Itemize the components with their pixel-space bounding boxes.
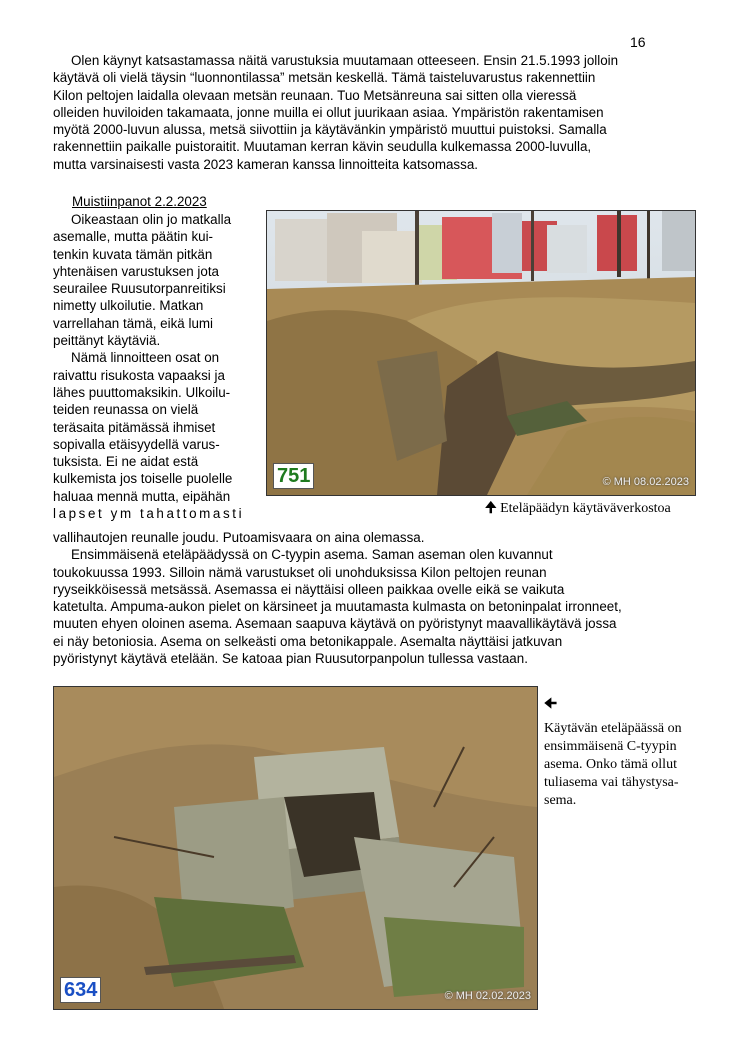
photo2-caption bbox=[544, 696, 694, 810]
caption-line: ensimmäisenä C-tyypin bbox=[544, 739, 677, 754]
trench-photo-illustration bbox=[267, 211, 695, 495]
caption-text: Eteläpäädyn käytäväverkostoa bbox=[500, 501, 671, 516]
text-line: kulkemista jos toiselle puolelle bbox=[53, 471, 233, 487]
photo-trench-network bbox=[266, 210, 696, 496]
text-line: asemalle, mutta päätin kui- bbox=[53, 229, 214, 245]
notes-paragraph bbox=[53, 211, 259, 522]
text-line: teiden reunassa on vielä bbox=[53, 402, 199, 418]
text-line: mutta varsinaisesti vasta 2023 kameran kanssa linnoitteita katsomassa. bbox=[53, 156, 478, 172]
text-line: varrellahan tämä, eikä lumi bbox=[53, 315, 214, 331]
photo-copyright: © MH 02.02.2023 bbox=[444, 989, 531, 1002]
caption-line: sema. bbox=[544, 793, 577, 808]
photo-c-type-station bbox=[53, 686, 538, 1010]
photo-number-badge: 751 bbox=[273, 463, 314, 489]
photo-number-badge: 634 bbox=[60, 977, 101, 1003]
text-line: katetulta. Ampuma-aukon pielet on kärsineet ja muutamasta kulmasta on betoninpalat irronneet, bbox=[53, 599, 622, 615]
text-line: rakennettiin paikalle puistoraitit. Muutaman kerran kävin seudulla kulkemassa 2000-luvulla, bbox=[53, 139, 592, 155]
caption-line: asema. Onko tämä ollut bbox=[544, 757, 677, 772]
text-line: haluaa mennä mutta, eipähän bbox=[53, 488, 231, 504]
text-line: ei näy betoniosia. Asema on selkeästi oma betonikappale. Asemalta näyttäisi jatkuvan bbox=[53, 633, 563, 649]
text-line: peittänyt käytäviä. bbox=[53, 333, 161, 349]
text-line: vallihautojen reunalle joudu. Putoamisvaara on aina olemassa. bbox=[53, 530, 425, 545]
text-line: raivattu risukosta vapaaksi ja bbox=[53, 367, 225, 383]
text-line: Nämä linnoitteen osat on bbox=[71, 350, 220, 366]
text-line: Olen käynyt katsastamassa näitä varustuksia muutamaan otteeseen. Ensin 21.5.1993 jolloin bbox=[71, 53, 619, 68]
caption-line: Käytävän eteläpäässä on bbox=[544, 721, 682, 736]
text-line: tuksista. Ei ne aidat estä bbox=[53, 454, 199, 470]
text-line: sopivalla etäisyydellä varus- bbox=[53, 436, 220, 452]
text-line: yhtenäisen varustuksen jota bbox=[53, 263, 219, 279]
text-line: muuten ehyen oloinen asema. Asemaan saapuva käytävä on pyöristynyt maavallikäytävä jossa bbox=[53, 616, 617, 632]
text-line: lapset ym tahattomasti bbox=[53, 506, 245, 522]
photo-copyright: © MH 08.02.2023 bbox=[602, 475, 689, 488]
continuation-paragraph bbox=[53, 529, 697, 667]
text-line: pyöristynyt käytävä etelään. Se katoaa pian Ruusutorpanpolun tullessa vastaan. bbox=[53, 651, 528, 667]
text-line: Oikeastaan olin jo matkalla bbox=[71, 212, 232, 227]
arrow-up-icon: 🠉 bbox=[485, 501, 497, 516]
photo-caption bbox=[485, 500, 671, 518]
text-line: olleiden huviloiden takamaata, jonne muilla ei ollut juurikaan asiaa. Ympäristön rakentamisen bbox=[53, 104, 604, 120]
intro-paragraph bbox=[53, 52, 697, 173]
text-line: ryyseikköisessä metsässä. Asemassa ei näyttäisi olleen paikkaa ovelle eikä se vaikuta bbox=[53, 581, 565, 597]
caption-line: tuliasema vai tähystysa- bbox=[544, 775, 679, 790]
notes-heading: Muistiinpanot 2.2.2023 bbox=[72, 194, 207, 209]
text-line: nimetty ulkoilutie. Matkan bbox=[53, 298, 204, 314]
text-line: seurailee Ruusutorpanreitiksi bbox=[53, 281, 226, 297]
text-line: käytävä oli vielä täysin “luonnontilassa” metsän keskellä. Tämä taisteluvarustus rakennettiin bbox=[53, 70, 596, 86]
text-line: myötä 2000-luvun alussa, metsä siivottiin ja käytävänkin ympäristö muuttui puistoksi. Samalla bbox=[53, 122, 607, 138]
text-line: tenkin kuvata tämän pitkän bbox=[53, 246, 213, 262]
text-line: lähes puuttomaksikin. Ulkoilu- bbox=[53, 384, 231, 400]
arrow-left-icon: 🠈 bbox=[544, 697, 558, 712]
text-line: teräsaita pitämässä ihmiset bbox=[53, 419, 216, 435]
text-line: Ensimmäisenä eteläpäädyssä on C-tyypin asema. Saman aseman olen kuvannut bbox=[71, 547, 553, 563]
page-number: 16 bbox=[630, 34, 646, 50]
text-line: Kilon peltojen laidalla olevaan metsän reunaan. Tuo Metsänreuna sai sitten olla vieressä bbox=[53, 87, 577, 103]
text-line: toukokuussa 1993. Silloin nämä varustukset oli unohduksissa Kilon peltojen reunan bbox=[53, 564, 547, 580]
station-photo-illustration bbox=[54, 687, 537, 1009]
